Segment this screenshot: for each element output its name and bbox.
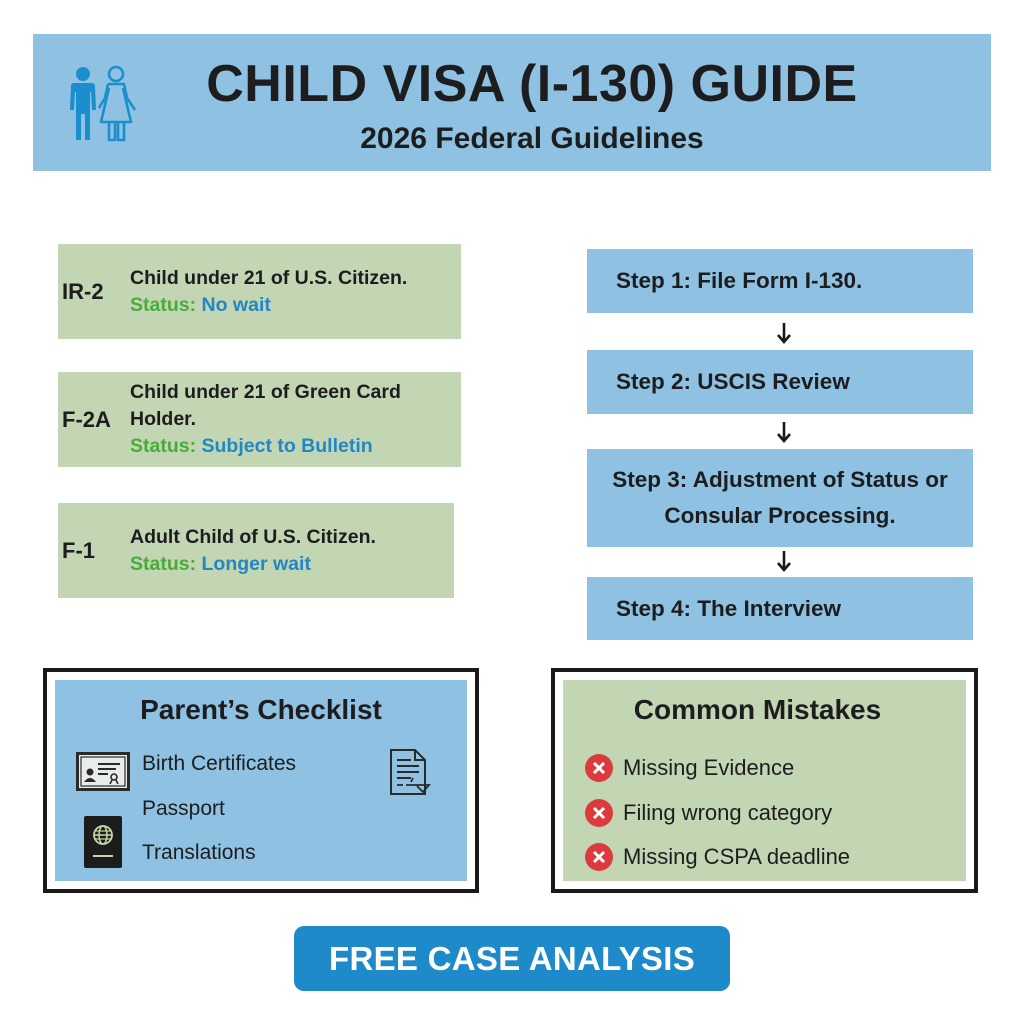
mistake-label: Missing CSPA deadline — [623, 844, 851, 869]
status-value: No wait — [201, 293, 271, 316]
arrow-down-icon — [776, 550, 792, 572]
checklist-item: Translations — [142, 841, 256, 864]
visa-card-f1 — [58, 503, 454, 598]
mistake-label: Missing Evidence — [623, 755, 795, 780]
step-4: Step 4: The Interview — [587, 577, 973, 640]
page-title: CHILD VISA (I-130) GUIDE — [206, 55, 858, 113]
mistake-label: Filing wrong category — [623, 800, 833, 825]
step-3-line1: Step 3: Adjustment of Status or — [612, 467, 948, 492]
free-case-analysis-button[interactable]: FREE CASE ANALYSIS — [294, 926, 730, 991]
x-circle-icon — [585, 799, 613, 827]
document-sign-icon — [389, 748, 431, 796]
visa-card-f2a — [58, 372, 461, 467]
certificate-icon — [76, 752, 130, 791]
step-1: Step 1: File Form I-130. — [587, 249, 973, 313]
mistakes-title: Common Mistakes — [633, 694, 882, 725]
page-subtitle: 2026 Federal Guidelines — [360, 122, 704, 155]
arrow-down-icon — [776, 421, 792, 443]
step-3 — [587, 449, 973, 547]
visa-code: F-1 — [62, 537, 95, 563]
checklist-item: Passport — [142, 797, 225, 820]
mistake-item — [585, 843, 850, 871]
checklist-title: Parent’s Checklist — [140, 694, 382, 725]
header-banner — [33, 34, 991, 171]
status-label: Status: — [130, 435, 197, 457]
step-2: Step 2: USCIS Review — [587, 350, 973, 414]
status-value: Longer wait — [201, 552, 311, 575]
x-circle-icon — [585, 754, 613, 782]
checklist-item: Birth Certificates — [142, 752, 297, 775]
mistake-item — [585, 799, 832, 827]
visa-code: F-2A — [62, 406, 111, 432]
visa-description: Adult Child of U.S. Citizen. — [130, 525, 376, 548]
status-value: Subject to Bulletin — [201, 435, 373, 457]
x-circle-icon — [585, 843, 613, 871]
visa-description-line2: Holder. — [130, 408, 197, 430]
mistake-item — [585, 754, 794, 782]
visa-code: IR-2 — [62, 278, 104, 304]
parents-checklist-panel — [43, 668, 479, 893]
visa-description-line1: Child under 21 of Green Card — [130, 381, 401, 403]
arrow-down-icon — [776, 322, 792, 344]
passport-icon — [84, 816, 122, 868]
common-mistakes-panel — [551, 668, 978, 893]
visa-card-ir2 — [58, 244, 461, 339]
status-label: Status: — [130, 293, 197, 316]
status-label: Status: — [130, 552, 197, 575]
step-3-line2: Consular Processing. — [664, 503, 896, 528]
visa-description: Child under 21 of U.S. Citizen. — [130, 266, 408, 289]
